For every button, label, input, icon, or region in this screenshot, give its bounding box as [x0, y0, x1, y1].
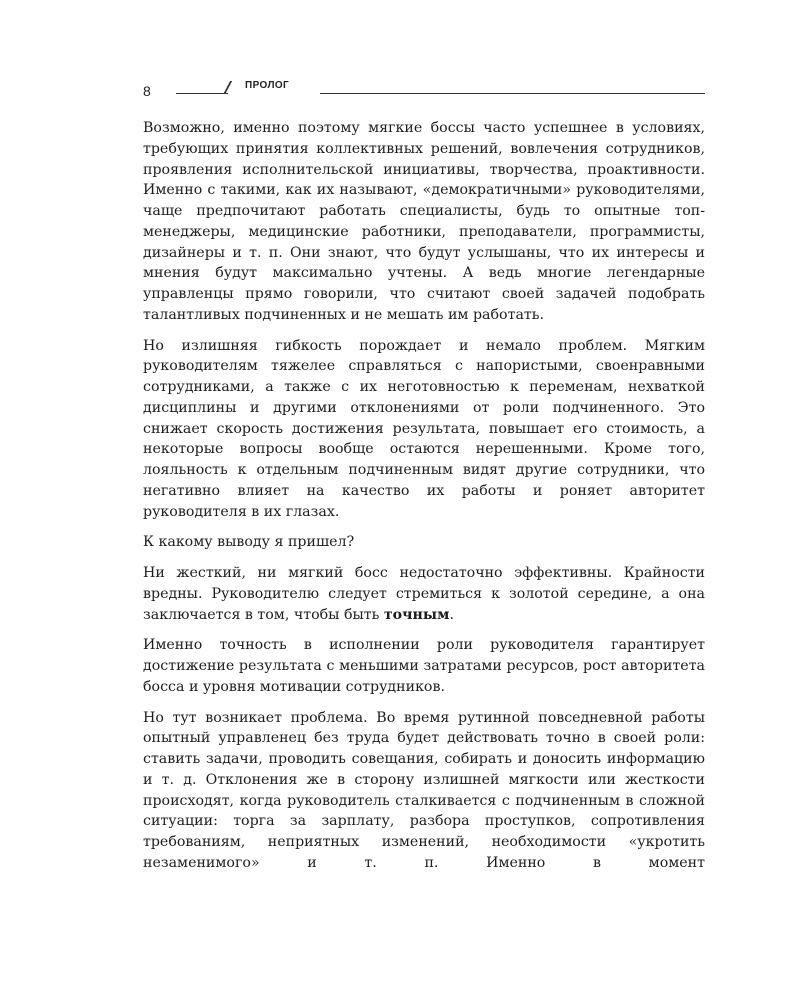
- running-header: [143, 78, 705, 98]
- paragraph-1: Возможно, именно поэтому мягкие боссы часто успешнее в условиях, требующих принятия коллективных решений, вовлечения сотрудников, проявления исполнительской инициативы, творчества, проактивности. Именно с такими, как их называют, «демократичными» руководителями, чаще предпочитают работать специалисты, будь то опытные топ-менеджеры, медицинские работники, преподаватели, программисты, дизайнеры и т. п. Они знают, что будут услышаны, что их интересы и мнения будут максимально учтены. А ведь многие легендарные управленцы прямо говорили, что считают своей задачей подобрать талантливых подчиненных и не мешать им работать.: [143, 120, 705, 323]
- body-text: [143, 118, 705, 884]
- paragraph-3: К какому выводу я пришел?: [143, 534, 355, 551]
- header-slash-mark: [224, 81, 232, 93]
- paragraph-2: Но излишняя гибкость порождает и немало проблем. Мягким руководителям тяжелее справляться с напористыми, своенравными сотрудниками, а также с их неготовностью к переменам, нехваткой дисциплины и другими отклонениями от роли подчиненного. Это снижает скорость достижения результата, повышает его стоимость, а некоторые вопросы вообще остаются нерешенными. Кроме того, лояльность к отдельным подчиненным видят другие сотрудники, что негативно влияет на качество их работы и роняет авторитет руководителя в их глазах.: [143, 337, 705, 520]
- paragraph-4: [143, 563, 705, 625]
- header-rule-left: [176, 93, 228, 94]
- paragraph-4-end: .: [449, 606, 454, 623]
- paragraph-6: Но тут возникает проблема. Во время рутинной повседневной работы опытный управленец без труда будет действовать точно в своей роли: ставить задачи, проводить совещания, собирать и доносить информацию и т. д. Отклонения же в сторону излишней мягкости или жесткости происходят, когда руководитель сталкивается с подчиненным в сложной ситуации: торга за зарплату, разбора проступков, сопротивления требованиям, неприятных изменений, необходимости «укротить незаменимого» и т. п. Именно в момент: [143, 709, 705, 871]
- emphasis-word: точным: [383, 606, 450, 623]
- paragraph-5: Именно точность в исполнении роли руководителя гарантирует достижение результата с меньшими затратами ресурсов, рост авторитета босса и уровня мотивации сотрудников.: [143, 637, 705, 695]
- page-number: 8: [143, 83, 151, 99]
- paragraph-4-text: Ни жесткий, ни мягкий босс недостаточно эффективны. Крайности вредны. Руководителю следует стремиться к золотой середине, а она заключается в том, чтобы быть: [143, 565, 705, 623]
- section-title: ПРОЛОГ: [245, 80, 290, 91]
- header-rule-right: [320, 93, 705, 94]
